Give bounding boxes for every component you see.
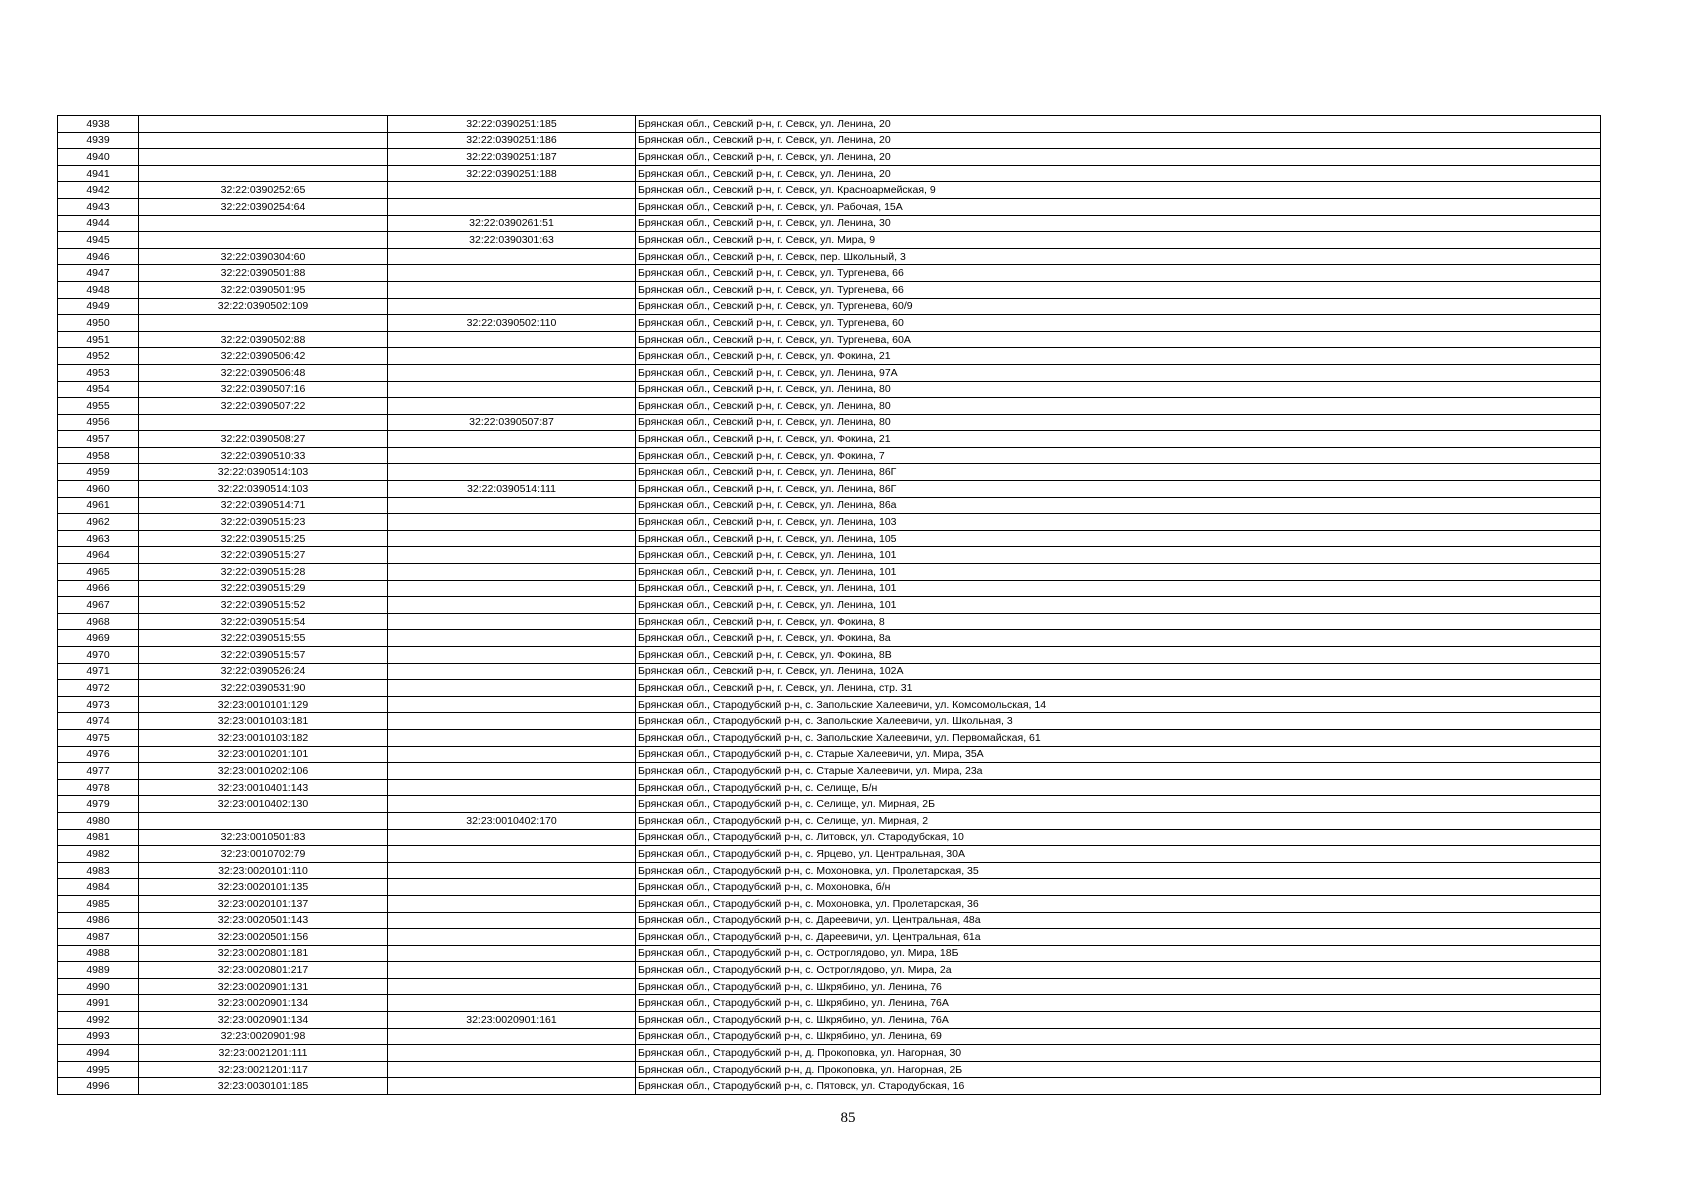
table-row (58, 165, 1601, 182)
address-cell: Брянская обл., Стародубский р-н, с. Селище, Б/н (636, 779, 1601, 796)
object-cadastral-number-cell (388, 298, 636, 315)
land-cadastral-number-cell (139, 232, 388, 249)
address-cell: Брянская обл., Севский р-н, г. Севск, ул. Ленина, 103 (636, 514, 1601, 531)
table-row (58, 414, 1601, 431)
land-cadastral-number-cell: 32:23:0010201:101 (139, 746, 388, 763)
address-cell: Брянская обл., Севский р-н, г. Севск, пер. Школьный, 3 (636, 248, 1601, 265)
table-row (58, 514, 1601, 531)
row-number-cell: 4993 (58, 1028, 139, 1045)
address-cell: Брянская обл., Севский р-н, г. Севск, ул. Ленина, 97А (636, 364, 1601, 381)
object-cadastral-number-cell (388, 564, 636, 581)
address-cell: Брянская обл., Севский р-н, г. Севск, ул. Ленина, 20 (636, 132, 1601, 149)
table-row (58, 348, 1601, 365)
land-cadastral-number-cell: 32:22:0390515:25 (139, 530, 388, 547)
address-cell: Брянская обл., Стародубский р-н, с. Запольские Халеевичи, ул. Школьная, 3 (636, 713, 1601, 730)
address-cell: Брянская обл., Севский р-н, г. Севск, ул. Тургенева, 60А (636, 331, 1601, 348)
object-cadastral-number-cell (388, 895, 636, 912)
row-number-cell: 4978 (58, 779, 139, 796)
table-row (58, 1028, 1601, 1045)
object-cadastral-number-cell (388, 680, 636, 697)
object-cadastral-number-cell (388, 879, 636, 896)
object-cadastral-number-cell (388, 713, 636, 730)
address-cell: Брянская обл., Севский р-н, г. Севск, ул. Тургенева, 60/9 (636, 298, 1601, 315)
table-row (58, 1012, 1601, 1029)
row-number-cell: 4956 (58, 414, 139, 431)
address-cell: Брянская обл., Севский р-н, г. Севск, ул. Ленина, 80 (636, 381, 1601, 398)
table-row (58, 597, 1601, 614)
row-number-cell: 4980 (58, 812, 139, 829)
address-cell: Брянская обл., Стародубский р-н, с. Запольские Халеевичи, ул. Первомайская, 61 (636, 729, 1601, 746)
address-cell: Брянская обл., Стародубский р-н, с. Пятовск, ул. Стародубская, 16 (636, 1078, 1601, 1095)
address-cell: Брянская обл., Стародубский р-н, с. Мохоновка, б/н (636, 879, 1601, 896)
address-cell: Брянская обл., Стародубский р-н, с. Остроглядово, ул. Мира, 2а (636, 962, 1601, 979)
land-cadastral-number-cell: 32:23:0020801:217 (139, 962, 388, 979)
row-number-cell: 4971 (58, 663, 139, 680)
address-cell: Брянская обл., Стародубский р-н, с. Старые Халеевичи, ул. Мира, 23а (636, 763, 1601, 780)
land-cadastral-number-cell: 32:22:0390515:23 (139, 514, 388, 531)
row-number-cell: 4962 (58, 514, 139, 531)
address-cell: Брянская обл., Стародубский р-н, с. Остроглядово, ул. Мира, 18Б (636, 945, 1601, 962)
object-cadastral-number-cell (388, 497, 636, 514)
table-row (58, 729, 1601, 746)
land-cadastral-number-cell: 32:23:0010103:181 (139, 713, 388, 730)
land-cadastral-number-cell: 32:22:0390502:109 (139, 298, 388, 315)
land-cadastral-number-cell: 32:22:0390510:33 (139, 447, 388, 464)
land-cadastral-number-cell: 32:22:0390252:65 (139, 182, 388, 199)
land-cadastral-number-cell: 32:22:0390515:57 (139, 647, 388, 664)
address-cell: Брянская обл., Севский р-н, г. Севск, ул. Ленина, 86а (636, 497, 1601, 514)
table-row (58, 746, 1601, 763)
table-row (58, 198, 1601, 215)
land-cadastral-number-cell: 32:23:0021201:117 (139, 1061, 388, 1078)
object-cadastral-number-cell (388, 995, 636, 1012)
table-row (58, 663, 1601, 680)
address-cell: Брянская обл., Севский р-н, г. Севск, ул. Фокина, 8 (636, 613, 1601, 630)
table-row (58, 912, 1601, 929)
address-cell: Брянская обл., Севский р-н, г. Севск, ул. Ленина, 20 (636, 116, 1601, 133)
row-number-cell: 4989 (58, 962, 139, 979)
object-cadastral-number-cell: 32:22:0390251:186 (388, 132, 636, 149)
table-row (58, 248, 1601, 265)
land-cadastral-number-cell: 32:23:0021201:111 (139, 1045, 388, 1062)
address-cell: Брянская обл., Стародубский р-н, с. Селище, ул. Мирная, 2Б (636, 796, 1601, 813)
land-cadastral-number-cell: 32:23:0020901:134 (139, 1012, 388, 1029)
table-row (58, 680, 1601, 697)
land-cadastral-number-cell: 32:22:0390515:55 (139, 630, 388, 647)
row-number-cell: 4945 (58, 232, 139, 249)
object-cadastral-number-cell (388, 663, 636, 680)
table-row (58, 116, 1601, 133)
address-cell: Брянская обл., Стародубский р-н, с. Запольские Халеевичи, ул. Комсомольская, 14 (636, 696, 1601, 713)
object-cadastral-number-cell: 32:22:0390251:185 (388, 116, 636, 133)
row-number-cell: 4984 (58, 879, 139, 896)
land-cadastral-number-cell: 32:22:0390515:27 (139, 547, 388, 564)
row-number-cell: 4981 (58, 829, 139, 846)
row-number-cell: 4952 (58, 348, 139, 365)
land-cadastral-number-cell: 32:23:0010501:83 (139, 829, 388, 846)
address-cell: Брянская обл., Стародубский р-н, с. Шкрябино, ул. Ленина, 69 (636, 1028, 1601, 1045)
object-cadastral-number-cell (388, 779, 636, 796)
row-number-cell: 4938 (58, 116, 139, 133)
object-cadastral-number-cell (388, 331, 636, 348)
object-cadastral-number-cell: 32:22:0390301:63 (388, 232, 636, 249)
address-cell: Брянская обл., Севский р-н, г. Севск, ул. Ленина, 86Г (636, 481, 1601, 498)
object-cadastral-number-cell (388, 530, 636, 547)
row-number-cell: 4975 (58, 729, 139, 746)
row-number-cell: 4979 (58, 796, 139, 813)
table-row (58, 364, 1601, 381)
object-cadastral-number-cell (388, 281, 636, 298)
land-cadastral-number-cell: 32:23:0010402:130 (139, 796, 388, 813)
table-row (58, 812, 1601, 829)
row-number-cell: 4949 (58, 298, 139, 315)
object-cadastral-number-cell (388, 364, 636, 381)
row-number-cell: 4944 (58, 215, 139, 232)
land-cadastral-number-cell: 32:22:0390515:54 (139, 613, 388, 630)
object-cadastral-number-cell (388, 514, 636, 531)
object-cadastral-number-cell (388, 182, 636, 199)
object-cadastral-number-cell (388, 746, 636, 763)
row-number-cell: 4990 (58, 978, 139, 995)
address-cell: Брянская обл., Стародубский р-н, с. Мохоновка, ул. Пролетарская, 35 (636, 862, 1601, 879)
land-cadastral-number-cell: 32:22:0390526:24 (139, 663, 388, 680)
row-number-cell: 4943 (58, 198, 139, 215)
object-cadastral-number-cell (388, 862, 636, 879)
table-row (58, 630, 1601, 647)
land-cadastral-number-cell: 32:23:0010702:79 (139, 846, 388, 863)
row-number-cell: 4946 (58, 248, 139, 265)
address-cell: Брянская обл., Севский р-н, г. Севск, ул. Фокина, 21 (636, 348, 1601, 365)
row-number-cell: 4985 (58, 895, 139, 912)
table-row (58, 464, 1601, 481)
row-number-cell: 4992 (58, 1012, 139, 1029)
object-cadastral-number-cell (388, 962, 636, 979)
land-cadastral-number-cell: 32:23:0020801:181 (139, 945, 388, 962)
object-cadastral-number-cell (388, 647, 636, 664)
land-cadastral-number-cell: 32:22:0390506:42 (139, 348, 388, 365)
table-row (58, 547, 1601, 564)
row-number-cell: 4958 (58, 447, 139, 464)
table-row (58, 398, 1601, 415)
address-cell: Брянская обл., Стародубский р-н, с. Литовск, ул. Стародубская, 10 (636, 829, 1601, 846)
table-row (58, 331, 1601, 348)
land-cadastral-number-cell: 32:22:0390507:16 (139, 381, 388, 398)
object-cadastral-number-cell (388, 912, 636, 929)
land-cadastral-number-cell: 32:23:0020901:98 (139, 1028, 388, 1045)
table-row (58, 779, 1601, 796)
land-cadastral-number-cell (139, 414, 388, 431)
table-row (58, 879, 1601, 896)
object-cadastral-number-cell (388, 613, 636, 630)
object-cadastral-number-cell (388, 580, 636, 597)
land-cadastral-number-cell (139, 149, 388, 166)
address-cell: Брянская обл., Севский р-н, г. Севск, ул. Ленина, 86Г (636, 464, 1601, 481)
address-cell: Брянская обл., Стародубский р-н, д. Прокоповка, ул. Нагорная, 30 (636, 1045, 1601, 1062)
table-row (58, 132, 1601, 149)
table-row (58, 265, 1601, 282)
row-number-cell: 4976 (58, 746, 139, 763)
land-cadastral-number-cell: 32:23:0010101:129 (139, 696, 388, 713)
land-cadastral-number-cell (139, 165, 388, 182)
address-cell: Брянская обл., Севский р-н, г. Севск, ул. Фокина, 8В (636, 647, 1601, 664)
address-cell: Брянская обл., Стародубский р-н, с. Шкрябино, ул. Ленина, 76А (636, 995, 1601, 1012)
object-cadastral-number-cell (388, 431, 636, 448)
address-cell: Брянская обл., Севский р-н, г. Севск, ул. Ленина, стр. 31 (636, 680, 1601, 697)
address-cell: Брянская обл., Стародубский р-н, с. Селище, ул. Мирная, 2 (636, 812, 1601, 829)
row-number-cell: 4972 (58, 680, 139, 697)
row-number-cell: 4940 (58, 149, 139, 166)
land-cadastral-number-cell (139, 315, 388, 332)
row-number-cell: 4960 (58, 481, 139, 498)
row-number-cell: 4973 (58, 696, 139, 713)
land-cadastral-number-cell: 32:23:0010103:182 (139, 729, 388, 746)
row-number-cell: 4941 (58, 165, 139, 182)
land-cadastral-number-cell: 32:22:0390304:60 (139, 248, 388, 265)
address-cell: Брянская обл., Стародубский р-н, с. Дареевичи, ул. Центральная, 48а (636, 912, 1601, 929)
row-number-cell: 4939 (58, 132, 139, 149)
object-cadastral-number-cell (388, 1061, 636, 1078)
address-cell: Брянская обл., Стародубский р-н, с. Старые Халеевичи, ул. Мира, 35А (636, 746, 1601, 763)
table-row (58, 978, 1601, 995)
land-cadastral-number-cell (139, 132, 388, 149)
land-cadastral-number-cell: 32:22:0390254:64 (139, 198, 388, 215)
land-cadastral-number-cell: 32:23:0020901:131 (139, 978, 388, 995)
address-cell: Брянская обл., Севский р-н, г. Севск, ул. Ленина, 30 (636, 215, 1601, 232)
land-cadastral-number-cell: 32:23:0010401:143 (139, 779, 388, 796)
land-cadastral-number-cell: 32:23:0020501:156 (139, 929, 388, 946)
address-cell: Брянская обл., Севский р-н, г. Севск, ул. Мира, 9 (636, 232, 1601, 249)
table-row (58, 530, 1601, 547)
land-cadastral-number-cell: 32:22:0390514:103 (139, 481, 388, 498)
object-cadastral-number-cell (388, 1028, 636, 1045)
row-number-cell: 4977 (58, 763, 139, 780)
land-cadastral-number-cell: 32:23:0020501:143 (139, 912, 388, 929)
land-cadastral-number-cell: 32:23:0020101:135 (139, 879, 388, 896)
row-number-cell: 4991 (58, 995, 139, 1012)
table-row (58, 149, 1601, 166)
row-number-cell: 4967 (58, 597, 139, 614)
property-table-body (58, 116, 1601, 1095)
table-row (58, 564, 1601, 581)
land-cadastral-number-cell: 32:22:0390508:27 (139, 431, 388, 448)
table-row (58, 696, 1601, 713)
table-row (58, 431, 1601, 448)
address-cell: Брянская обл., Севский р-н, г. Севск, ул. Ленина, 105 (636, 530, 1601, 547)
land-cadastral-number-cell: 32:23:0010202:106 (139, 763, 388, 780)
table-row (58, 929, 1601, 946)
row-number-cell: 4965 (58, 564, 139, 581)
address-cell: Брянская обл., Стародубский р-н, с. Шкрябино, ул. Ленина, 76А (636, 1012, 1601, 1029)
object-cadastral-number-cell (388, 447, 636, 464)
object-cadastral-number-cell (388, 630, 636, 647)
table-row (58, 1045, 1601, 1062)
table-row (58, 995, 1601, 1012)
object-cadastral-number-cell (388, 796, 636, 813)
address-cell: Брянская обл., Севский р-н, г. Севск, ул. Ленина, 102А (636, 663, 1601, 680)
object-cadastral-number-cell (388, 398, 636, 415)
row-number-cell: 4995 (58, 1061, 139, 1078)
object-cadastral-number-cell (388, 978, 636, 995)
row-number-cell: 4996 (58, 1078, 139, 1095)
address-cell: Брянская обл., Севский р-н, г. Севск, ул. Ленина, 80 (636, 398, 1601, 415)
object-cadastral-number-cell (388, 547, 636, 564)
row-number-cell: 4982 (58, 846, 139, 863)
table-row (58, 647, 1601, 664)
land-cadastral-number-cell: 32:23:0030101:185 (139, 1078, 388, 1095)
object-cadastral-number-cell (388, 198, 636, 215)
address-cell: Брянская обл., Стародубский р-н, д. Прокоповка, ул. Нагорная, 2Б (636, 1061, 1601, 1078)
row-number-cell: 4957 (58, 431, 139, 448)
land-cadastral-number-cell: 32:22:0390514:71 (139, 497, 388, 514)
table-row (58, 447, 1601, 464)
land-cadastral-number-cell: 32:22:0390501:95 (139, 281, 388, 298)
address-cell: Брянская обл., Севский р-н, г. Севск, ул. Фокина, 8а (636, 630, 1601, 647)
object-cadastral-number-cell (388, 265, 636, 282)
row-number-cell: 4950 (58, 315, 139, 332)
land-cadastral-number-cell: 32:22:0390501:88 (139, 265, 388, 282)
object-cadastral-number-cell: 32:22:0390502:110 (388, 315, 636, 332)
land-cadastral-number-cell: 32:22:0390507:22 (139, 398, 388, 415)
address-cell: Брянская обл., Севский р-н, г. Севск, ул. Фокина, 7 (636, 447, 1601, 464)
object-cadastral-number-cell (388, 945, 636, 962)
address-cell: Брянская обл., Севский р-н, г. Севск, ул. Ленина, 20 (636, 149, 1601, 166)
row-number-cell: 4986 (58, 912, 139, 929)
address-cell: Брянская обл., Севский р-н, г. Севск, ул. Рабочая, 15А (636, 198, 1601, 215)
table-row (58, 1061, 1601, 1078)
object-cadastral-number-cell (388, 763, 636, 780)
table-row (58, 232, 1601, 249)
land-cadastral-number-cell: 32:22:0390531:90 (139, 680, 388, 697)
object-cadastral-number-cell (388, 729, 636, 746)
object-cadastral-number-cell (388, 696, 636, 713)
table-row (58, 315, 1601, 332)
row-number-cell: 4983 (58, 862, 139, 879)
address-cell: Брянская обл., Стародубский р-н, с. Мохоновка, ул. Пролетарская, 36 (636, 895, 1601, 912)
table-row (58, 962, 1601, 979)
row-number-cell: 4974 (58, 713, 139, 730)
address-cell: Брянская обл., Севский р-н, г. Севск, ул. Тургенева, 60 (636, 315, 1601, 332)
land-cadastral-number-cell (139, 812, 388, 829)
address-cell: Брянская обл., Стародубский р-н, с. Ярцево, ул. Центральная, 30А (636, 846, 1601, 863)
table-row (58, 713, 1601, 730)
land-cadastral-number-cell: 32:22:0390515:52 (139, 597, 388, 614)
row-number-cell: 4959 (58, 464, 139, 481)
object-cadastral-number-cell (388, 464, 636, 481)
table-row (58, 298, 1601, 315)
property-table (57, 115, 1601, 1095)
land-cadastral-number-cell: 32:23:0020101:110 (139, 862, 388, 879)
object-cadastral-number-cell: 32:23:0020901:161 (388, 1012, 636, 1029)
land-cadastral-number-cell: 32:22:0390515:29 (139, 580, 388, 597)
object-cadastral-number-cell (388, 348, 636, 365)
address-cell: Брянская обл., Севский р-н, г. Севск, ул. Ленина, 101 (636, 547, 1601, 564)
table-row (58, 215, 1601, 232)
table-row (58, 381, 1601, 398)
table-row (58, 796, 1601, 813)
land-cadastral-number-cell: 32:22:0390515:28 (139, 564, 388, 581)
table-row (58, 182, 1601, 199)
address-cell: Брянская обл., Стародубский р-н, с. Дареевичи, ул. Центральная, 61а (636, 929, 1601, 946)
land-cadastral-number-cell: 32:23:0020901:134 (139, 995, 388, 1012)
table-row (58, 613, 1601, 630)
address-cell: Брянская обл., Севский р-н, г. Севск, ул. Ленина, 101 (636, 580, 1601, 597)
row-number-cell: 4954 (58, 381, 139, 398)
table-row (58, 497, 1601, 514)
row-number-cell: 4969 (58, 630, 139, 647)
row-number-cell: 4964 (58, 547, 139, 564)
object-cadastral-number-cell: 32:22:0390251:187 (388, 149, 636, 166)
row-number-cell: 4968 (58, 613, 139, 630)
row-number-cell: 4955 (58, 398, 139, 415)
land-cadastral-number-cell (139, 215, 388, 232)
address-cell: Брянская обл., Севский р-н, г. Севск, ул. Красноармейская, 9 (636, 182, 1601, 199)
row-number-cell: 4966 (58, 580, 139, 597)
land-cadastral-number-cell (139, 116, 388, 133)
address-cell: Брянская обл., Севский р-н, г. Севск, ул. Ленина, 101 (636, 597, 1601, 614)
table-row (58, 829, 1601, 846)
row-number-cell: 4942 (58, 182, 139, 199)
row-number-cell: 4947 (58, 265, 139, 282)
table-row (58, 580, 1601, 597)
table-row (58, 281, 1601, 298)
row-number-cell: 4961 (58, 497, 139, 514)
address-cell: Брянская обл., Стародубский р-н, с. Шкрябино, ул. Ленина, 76 (636, 978, 1601, 995)
land-cadastral-number-cell: 32:22:0390502:88 (139, 331, 388, 348)
table-row (58, 763, 1601, 780)
table-row (58, 1078, 1601, 1095)
object-cadastral-number-cell: 32:22:0390514:111 (388, 481, 636, 498)
row-number-cell: 4970 (58, 647, 139, 664)
row-number-cell: 4994 (58, 1045, 139, 1062)
object-cadastral-number-cell (388, 846, 636, 863)
address-cell: Брянская обл., Севский р-н, г. Севск, ул. Фокина, 21 (636, 431, 1601, 448)
object-cadastral-number-cell (388, 381, 636, 398)
table-row (58, 481, 1601, 498)
object-cadastral-number-cell: 32:22:0390251:188 (388, 165, 636, 182)
object-cadastral-number-cell (388, 929, 636, 946)
address-cell: Брянская обл., Севский р-н, г. Севск, ул. Тургенева, 66 (636, 281, 1601, 298)
object-cadastral-number-cell: 32:22:0390507:87 (388, 414, 636, 431)
table-row (58, 862, 1601, 879)
row-number-cell: 4951 (58, 331, 139, 348)
address-cell: Брянская обл., Севский р-н, г. Севск, ул. Ленина, 20 (636, 165, 1601, 182)
land-cadastral-number-cell: 32:22:0390514:103 (139, 464, 388, 481)
object-cadastral-number-cell (388, 1078, 636, 1095)
object-cadastral-number-cell (388, 829, 636, 846)
object-cadastral-number-cell: 32:22:0390261:51 (388, 215, 636, 232)
row-number-cell: 4953 (58, 364, 139, 381)
land-cadastral-number-cell: 32:23:0020101:137 (139, 895, 388, 912)
address-cell: Брянская обл., Севский р-н, г. Севск, ул. Ленина, 101 (636, 564, 1601, 581)
object-cadastral-number-cell (388, 1045, 636, 1062)
object-cadastral-number-cell: 32:23:0010402:170 (388, 812, 636, 829)
address-cell: Брянская обл., Севский р-н, г. Севск, ул. Ленина, 80 (636, 414, 1601, 431)
address-cell: Брянская обл., Севский р-н, г. Севск, ул. Тургенева, 66 (636, 265, 1601, 282)
table-row (58, 895, 1601, 912)
row-number-cell: 4948 (58, 281, 139, 298)
object-cadastral-number-cell (388, 248, 636, 265)
object-cadastral-number-cell (388, 597, 636, 614)
land-cadastral-number-cell: 32:22:0390506:48 (139, 364, 388, 381)
table-row (58, 945, 1601, 962)
row-number-cell: 4963 (58, 530, 139, 547)
page-number: 85 (840, 1110, 856, 1126)
table-row (58, 846, 1601, 863)
row-number-cell: 4988 (58, 945, 139, 962)
row-number-cell: 4987 (58, 929, 139, 946)
